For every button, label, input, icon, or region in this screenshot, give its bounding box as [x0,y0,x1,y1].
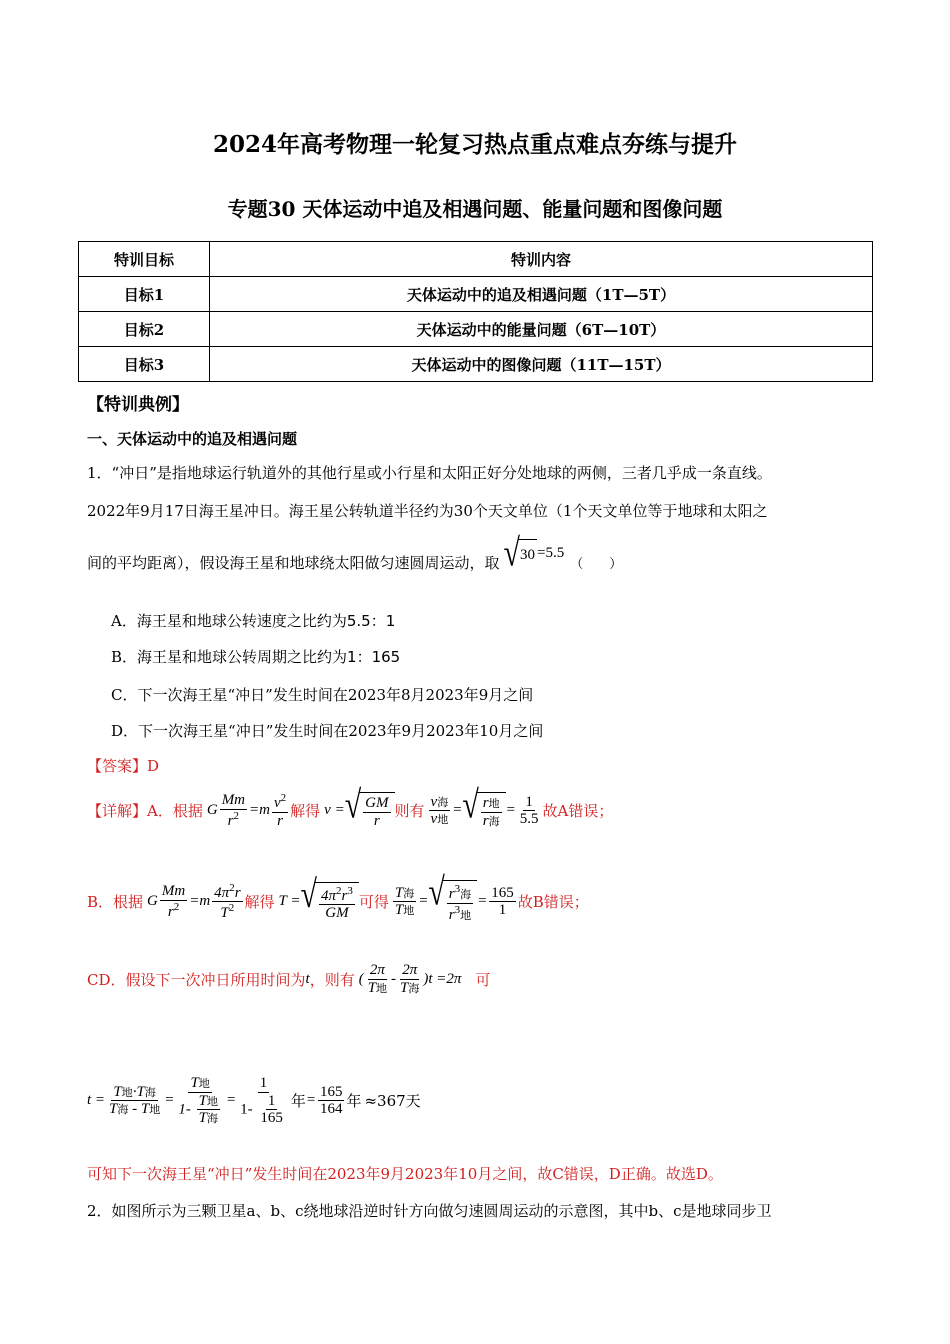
detail-cd-end: 可 [475,970,491,989]
table-cell: 天体运动中的追及相遇问题（1T—5T） [210,277,873,312]
answer-paren: （ ） [570,557,623,572]
table-cell: 天体运动中的能量问题（6T—10T） [210,312,873,347]
detail-b-prefix: B．根据 [87,893,144,911]
targets-table [78,241,873,382]
page-subtitle: 专题30 天体运动中追及相遇问题、能量问题和图像问题 [227,197,723,221]
option-b-label: B．海王星和地球公转周期之比约为 [111,648,348,666]
detail-b-mid2: 可得 [358,893,389,911]
table-cell: 目标1 [79,277,210,312]
question-2-line-1: 2．如图所示为三颗卫星a、b、c绕地球沿逆时针方向做匀速圆周运动的示意图，其中b、c是地球同步卫 [87,1202,772,1220]
conclusion: 可知下一次海王星“冲日”发生时间在2023年9月2023年10月之间，故C错误，D正确。故选D。 [87,1165,723,1183]
table-cell: 目标2 [79,312,210,347]
question-1-line-3-text: 间的平均距离），假设海王星和地球绕太阳做匀速圆周运动，取 [87,554,500,572]
answer: 【答案】D [87,757,160,775]
option-a-value: 5.5：1 [346,612,396,630]
table-header-cell: 特训内容 [210,242,873,277]
table-cell: 天体运动中的图像问题（11T—15T） [210,347,873,382]
question-1-line-2: 2022年9月17日海王星冲日。海王星公转轨道半径约为30个天文单位（1个天文单位等于地球和太阳之 [87,502,768,520]
question-1-line-1: 1．“冲日”是指地球运行轨道外的其他行星或小行星和太阳正好分处地球的两侧，三者几乎成一条直线。 [87,464,772,482]
option-a [111,610,395,631]
table-header-cell: 特训目标 [79,242,210,277]
detail-a: 【详解】A．根据 G $\frac{Mm}{r^2}$ =m $\frac{v^2}{r}$ 解得 v = √ $\frac{GM}{r}$ 则有 $\frac{\text{v海}}{\text{v地}}$ = √ $\frac{\text{r地}}{\text{r海}}$ = $\frac{1}{5.5}$ 故A错误； [87,783,614,829]
examples-label: 【特训典例】 [87,395,189,415]
sqrt-expression: √ 30 [503,531,535,575]
option-b [111,646,400,667]
section-heading: 一、天体运动中的追及相遇问题 [87,430,298,448]
detail-b-mid1: 解得 [244,893,275,911]
detail-a-end: 故A错误； [542,802,614,820]
detail-a-mid2: 则有 [394,802,425,820]
t-result-unit-2: 年 [346,1092,362,1111]
option-c: C．下一次海王星“冲日”发生时间在2023年8月2023年9月之间 [111,686,534,704]
table-cell: 目标3 [79,347,210,382]
t-result-unit-1: 年 [290,1092,306,1111]
question-1-line-3 [87,531,623,575]
detail-a-mid1: 解得 [290,802,321,820]
detail-cd-mid: ，则有 [309,970,355,989]
option-b-value: 1：165 [347,648,401,666]
table-row [79,277,873,312]
table-header-row [79,242,873,277]
detail-cd-prefix: CD．假设下一次冲日所用时间为 [87,970,306,989]
table-row [79,347,873,382]
detail-a-prefix: 【详解】A．根据 [87,802,203,820]
sqrt-equals: =5.5 [536,545,565,561]
page-title: 2024年高考物理一轮复习热点重点难点夯练与提升 [212,131,737,158]
detail-b-end: 故B错误； [517,893,589,911]
detail-b: B．根据 G $\frac{Mm}{r^2}$ =m $\frac{4\pi^2r}{T^2}$ 解得 T = √ $\frac{4\pi^2r^3}{GM}$ 可得 $\frac{\text{T海}}{\text{T地}}$ = √ $\frac{r^3海}{r^3地}$ = $\frac{165}{1}$ 故B错误； [87,870,589,923]
sqrt-value: 30 [518,539,537,569]
t-result-approx: ≈367天 [364,1092,421,1111]
detail-cd: CD．假设下一次冲日所用时间为 t ，则有 ( $\frac{2\pi}{\text{T地}}$ - $\frac{2\pi}{\text{T海}}$ )t =2π 可 [87,962,491,996]
t-result-equation: t = $\frac{\text{T地·T海}}{\text{T海 - T地}}$ = T地 1- $\frac{\text{T地}}{\text{T海}}$ = 1 1- $\frac{1}{165}$ 年 = $\frac{165}{164}$ 年 ≈367天 [87,1075,421,1126]
option-a-label: A．海王星和地球公转速度之比约为 [111,612,347,630]
option-d: D．下一次海王星“冲日”发生时间在2023年9月2023年10月之间 [111,722,544,740]
table-row [79,312,873,347]
